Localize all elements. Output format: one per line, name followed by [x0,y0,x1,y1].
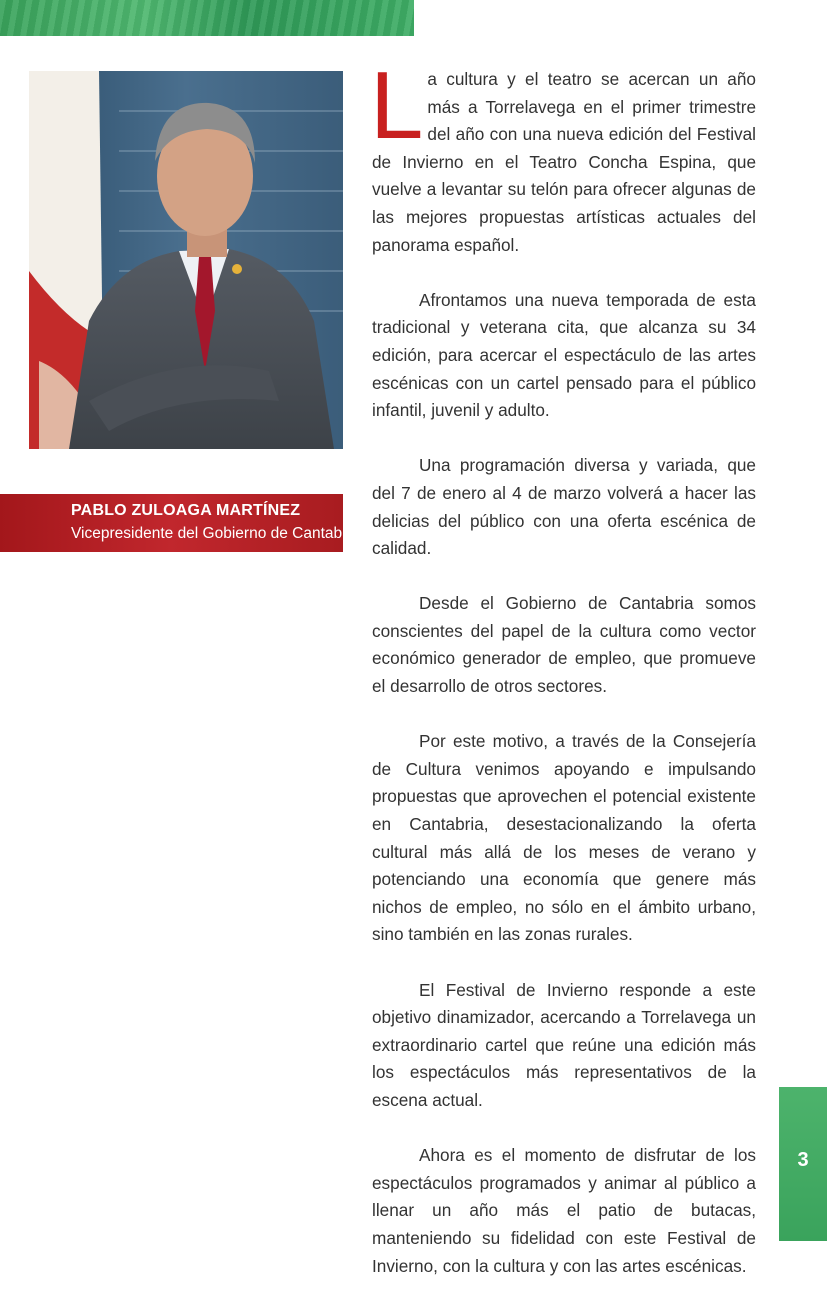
paragraph-4: Desde el Gobierno de Cantabria somos conscientes del papel de la cultura como vector económico generador de empleo, que promueve el desarrollo de otros sectores. [372,593,756,697]
caption-name: PABLO ZULOAGA MARTÍNEZ [71,502,301,519]
paragraph-1 [370,52,756,259]
caption-role: Vicepresidente del Gobierno de Cantabria [71,525,360,542]
paragraph-1-text: a cultura y el teatro se acercan un año más a Torrelavega en el primer trimestre del año con una nueva edición del Festival de Invierno en el Teatro Concha Espina, que vuelve a levantar su telón para ofrecer algunas de las mejores propuestas artísticas actuales del panorama español. [372,69,756,255]
drop-cap: L [370,52,424,159]
article-body [370,52,756,1308]
paragraph-6: El Festival de Invierno responde a este objetivo dinamizador, acercando a Torrelavega un extraordinario cartel que reúne una edición más los espectáculos más representativos de la escena actual. [372,979,756,1110]
paragraph-7: Ahora es el momento de disfrutar de los espectáculos programados y animar al público a llenar un año más el patio de butacas, manteniendo su fidelidad con este Festival de Invierno, con la cultura y con las artes escénicas. [372,1145,756,1276]
top-decorative-band [0,0,414,36]
paragraph-5: Por este motivo, a través de la Consejería de Cultura venimos apoyando e impulsando propuestas que aprovechen el potencial existente en Cantabria, desestacionalizando la oferta cultural más allá de los meses de verano y potenciando una economía que genere más nichos de empleo, no sólo en el ámbito urbano, sino también en las zonas rurales. [372,731,756,945]
portrait-photo [29,71,343,449]
photo-caption [0,494,360,552]
page-number-tab [779,1087,827,1241]
portrait-illustration [29,71,343,449]
paragraph-3: Una programación diversa y variada, que del 7 de enero al 4 de marzo volverá a hacer las delicias del público con una oferta escénica de calidad. [372,455,756,559]
paragraph-2: Afrontamos una nueva temporada de esta tradicional y veterana cita, que alcanza su 34 edición, para acercar el espectáculo de las artes escénicas con un cartel pensado para el público infantil, juvenil y adulto. [372,289,756,421]
page-number: 3 [797,1149,809,1171]
